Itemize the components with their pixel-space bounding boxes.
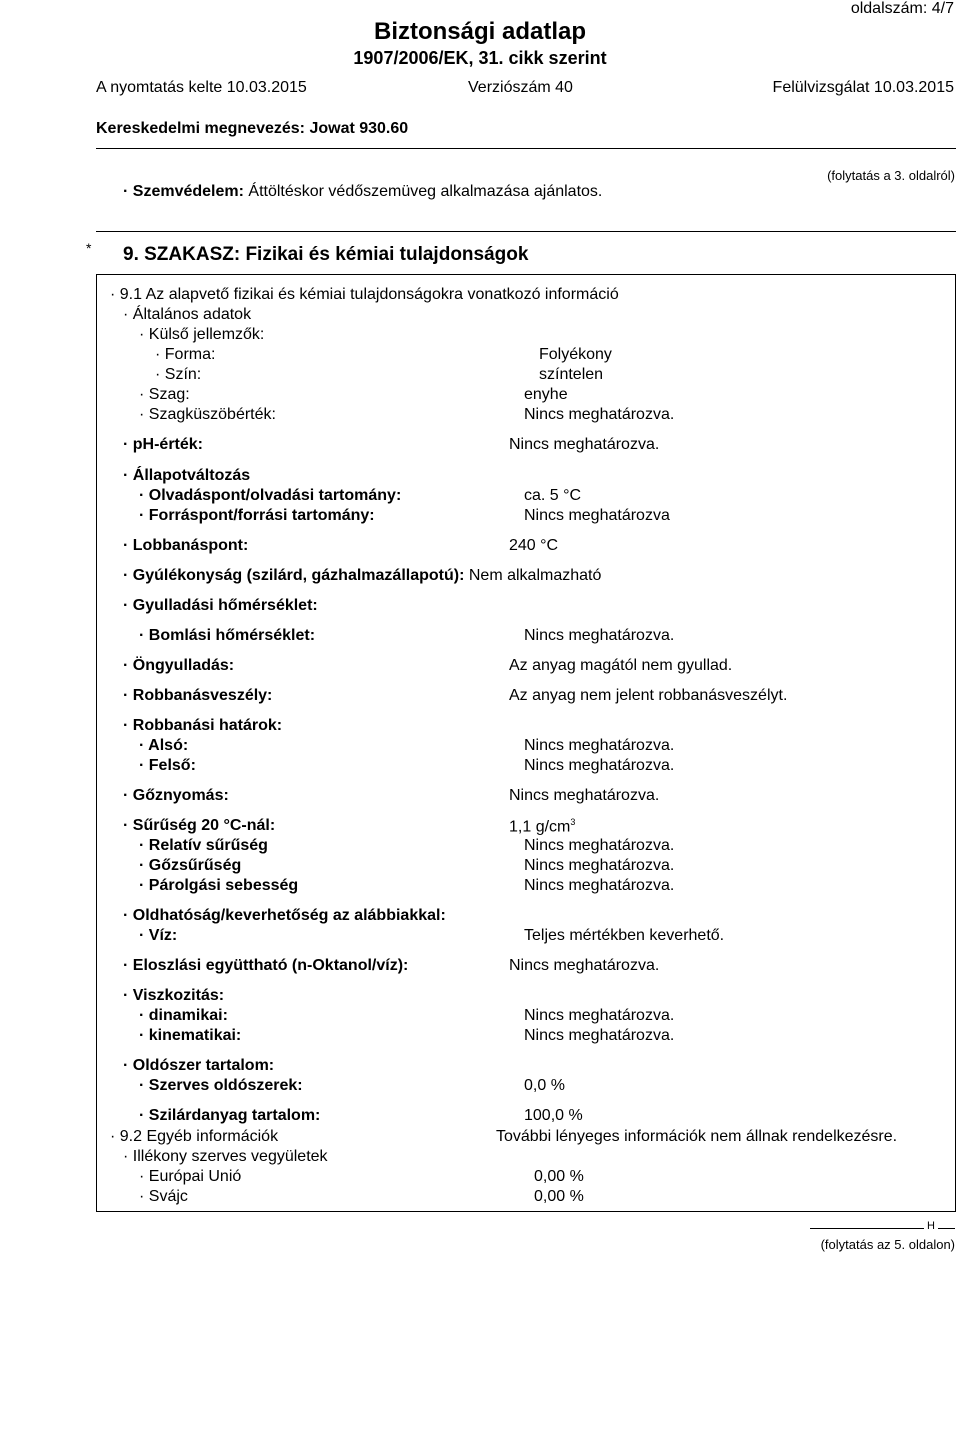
flammability-label: · Gyúlékonyság (szilárd, gázhalmazállapotú): (123, 567, 465, 584)
explosion-danger-value: Az anyag nem jelent robbanásveszélyt. (509, 687, 788, 704)
header-divider (96, 148, 956, 149)
color-value: színtelen (539, 366, 604, 383)
relative-density-value: Nincs meghatározva. (524, 837, 675, 854)
eu-voc-label: · Európai Unió (139, 1168, 242, 1185)
vapour-pressure-label: · Gőznyomás: (123, 787, 229, 804)
dynamic-viscosity-label: · dinamikai: (139, 1007, 228, 1024)
odour-label: · Szag: (139, 386, 190, 403)
melting-point-label: · Olvadáspont/olvadási tartomány: (139, 487, 402, 504)
voc-heading: · Illékony szerves vegyületek (123, 1148, 328, 1165)
organic-solvents-label: · Szerves oldószerek: (139, 1077, 303, 1094)
explosion-limits-heading: · Robbanási határok: (123, 717, 283, 734)
form-label: · Forma: (155, 346, 216, 363)
other-information-value: További lényeges információk nem állnak rendelkezésre. (496, 1128, 898, 1145)
ph-label: · pH-érték: (123, 436, 204, 453)
decomposition-temperature-value: Nincs meghatározva. (524, 627, 675, 644)
external-characteristics-heading: · Külső jellemzők: (139, 326, 265, 343)
eye-protection-row (123, 183, 602, 201)
density-label: · Sűrűség 20 °C-nál: (123, 817, 276, 834)
relative-density-label: · Relatív sűrűség (139, 837, 268, 854)
partition-coefficient-value: Nincs meghatározva. (509, 957, 660, 974)
eu-voc-value: 0,00 % (534, 1168, 584, 1185)
ignition-temperature-heading: · Gyulladási hőmérséklet: (123, 597, 318, 614)
section-top-line (96, 231, 956, 232)
switzerland-voc-value: 0,00 % (534, 1188, 584, 1205)
content-frame-right (955, 274, 956, 1212)
boiling-point-label: · Forráspont/forrási tartomány: (139, 507, 375, 524)
print-date: A nyomtatás kelte 10.03.2015 (96, 79, 307, 96)
flash-point-label: · Lobbanáspont: (123, 537, 249, 554)
section-title: 9. SZAKASZ: Fizikai és kémiai tulajdonságok (123, 244, 529, 265)
flammability-row (123, 567, 601, 585)
upper-limit-label: · Felső: (139, 757, 196, 774)
state-change-heading: · Állapotváltozás (123, 467, 251, 484)
section-title-underline (96, 274, 956, 275)
trade-name: Kereskedelmi megnevezés: Jowat 930.60 (96, 120, 409, 137)
info-9-1-heading: · 9.1 Az alapvető fizikai és kémiai tulajdonságokra vonatkozó információ (110, 286, 619, 303)
decomposition-temperature-label: · Bomlási hőmérséklet: (139, 627, 316, 644)
version-number: Verziószám 40 (468, 79, 573, 96)
flash-point-value: 240 °C (509, 537, 559, 554)
document-title: Biztonsági adatlap (373, 18, 587, 45)
lower-limit-value: Nincs meghatározva. (524, 737, 675, 754)
density-unit-exponent: 3 (570, 817, 576, 827)
revision-date: Felülvizsgálat 10.03.2015 (772, 79, 954, 96)
footer-line-right (938, 1228, 955, 1229)
solvent-content-heading: · Oldószer tartalom: (123, 1057, 275, 1074)
kinematic-viscosity-value: Nincs meghatározva. (524, 1027, 675, 1044)
footer-line-left (810, 1228, 924, 1229)
water-value: Teljes mértékben keverhető. (524, 927, 725, 944)
organic-solvents-value: 0,0 % (524, 1077, 565, 1094)
boiling-point-value: Nincs meghatározva (524, 507, 670, 524)
continued-to: (folytatás az 5. oldalon) (820, 1237, 955, 1252)
solubility-heading: · Oldhatóság/keverhetőség az alábbiakkal: (123, 907, 446, 924)
eye-protection-value: Áttöltéskor védőszemüveg alkalmazása ajánlatos. (248, 183, 603, 200)
upper-limit-value: Nincs meghatározva. (524, 757, 675, 774)
ph-value: Nincs meghatározva. (509, 436, 660, 453)
vapour-density-value: Nincs meghatározva. (524, 857, 675, 874)
lower-limit-label: · Alsó: (139, 737, 189, 754)
self-ignition-label: · Öngyulladás: (123, 657, 235, 674)
continued-from: (folytatás a 3. oldalról) (827, 168, 955, 183)
evaporation-rate-value: Nincs meghatározva. (524, 877, 675, 894)
odour-value: enyhe (524, 386, 568, 403)
partition-coefficient-label: · Eloszlási együttható (n-Oktanol/víz): (123, 957, 409, 974)
dynamic-viscosity-value: Nincs meghatározva. (524, 1007, 675, 1024)
water-label: · Víz: (139, 927, 178, 944)
odour-threshold-value: Nincs meghatározva. (524, 406, 675, 423)
melting-point-value: ca. 5 °C (524, 487, 582, 504)
other-information-label: · 9.2 Egyéb információk (110, 1128, 279, 1145)
odour-threshold-label: · Szagküszöbérték: (139, 406, 276, 423)
explosion-danger-label: · Robbanásveszély: (123, 687, 273, 704)
content-frame-left (96, 274, 97, 1212)
eye-protection-label: · Szemvédelem: (123, 183, 244, 200)
kinematic-viscosity-label: · kinematikai: (139, 1027, 242, 1044)
switzerland-voc-label: · Svájc (139, 1188, 188, 1205)
form-value: Folyékony (539, 346, 612, 363)
flammability-value: Nem alkalmazható (468, 567, 602, 584)
revision-marker: * (86, 240, 92, 256)
solids-content-label: · Szilárdanyag tartalom: (139, 1107, 321, 1124)
solids-content-value: 100,0 % (524, 1107, 583, 1124)
page-number: oldalszám: 4/7 (850, 0, 954, 17)
vapour-density-label: · Gőzsűrűség (139, 857, 242, 874)
vapour-pressure-value: Nincs meghatározva. (509, 787, 660, 804)
density-value-text: 1,1 g/cm (509, 818, 571, 836)
color-label: · Szín: (155, 366, 202, 383)
content-frame-bottom (96, 1211, 956, 1212)
self-ignition-value: Az anyag magától nem gyullad. (509, 657, 733, 674)
evaporation-rate-label: · Párolgási sebesség (139, 877, 299, 894)
density-value (509, 817, 575, 836)
general-data-heading: · Általános adatok (123, 306, 252, 323)
language-marker: H (927, 1220, 935, 1232)
viscosity-heading: · Viszkozitás: (123, 987, 225, 1004)
document-subtitle: 1907/2006/EK, 31. cikk szerint (353, 48, 607, 68)
